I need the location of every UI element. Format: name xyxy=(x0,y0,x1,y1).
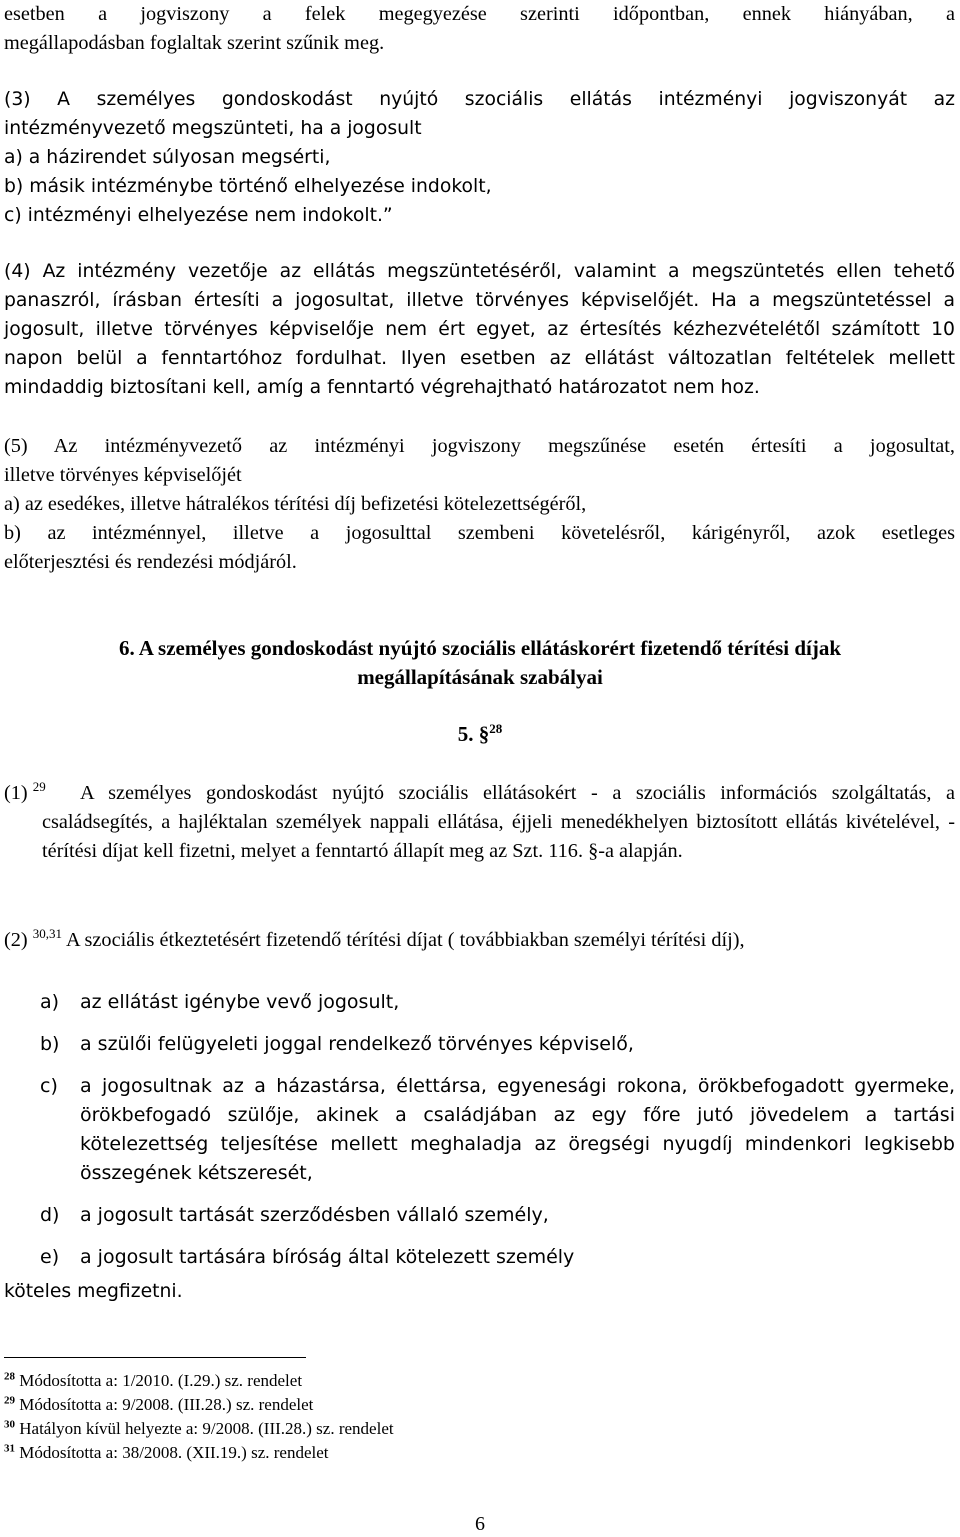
list-item-text: a jogosult tartására bíróság által kötelezett személy xyxy=(80,1246,575,1268)
footnote-number: 30 xyxy=(4,1418,15,1431)
list-item-text: az ellátást igénybe vevő jogosult, xyxy=(80,991,400,1013)
footnote xyxy=(4,1418,394,1440)
section-label: 5. § xyxy=(457,722,490,746)
list-item xyxy=(40,1072,955,1188)
subsection-2-number: (2) xyxy=(4,929,28,951)
subsection-1-label xyxy=(4,779,46,808)
subsection-2 xyxy=(4,926,955,955)
footnote-number: 31 xyxy=(4,1442,15,1455)
footnote xyxy=(4,1370,302,1392)
list-item xyxy=(40,988,955,1017)
subsection-2-footnote-ref-30: 30, xyxy=(32,926,49,942)
list-item-label: b) xyxy=(40,1033,60,1055)
paragraph-5-item-b: b) az intézménnyel, illetve a jogosulttal szembeni követelésről, kárigényről, azok esetleges xyxy=(4,522,955,544)
subsection-2-footnote-ref-31: 31 xyxy=(48,926,62,942)
page-number: 6 xyxy=(475,1513,485,1535)
list-item-text: a jogosult tartását szerződésben vállaló személy, xyxy=(80,1204,549,1226)
footnote-number: 28 xyxy=(4,1370,15,1383)
footnote-text: Módosította a: 9/2008. (III.28.) sz. rendelet xyxy=(19,1395,314,1414)
subsection-1-text: A személyes gondoskodást nyújtó szociális ellátásokért - a szociális információs szolgáltatás, a családsegítés, a hajléktalan személyek nappali ellátása, éjjeli menedékhelyen biztosított ellátás kivételével, - térítési díjat kell fizetni, melyet a fenntartó állapít meg az Szt. 116. §-a alapján. xyxy=(42,782,955,862)
list-item xyxy=(40,1243,955,1272)
paragraph-4: (4) Az intézmény vezetője az ellátás megszüntetéséről, valamint a megszüntetés ellen tehető panaszról, írásban értesíti a jogosultat, illetve törvényes képviselőjét. Ha a megszüntetéssel a jogosult, illetve törvényes képviselője nem ért egyet, az értesítés kézhezvételétől számított 10 napon belül a fenntartóhoz fordulhat. Ilyen esetben az ellátást változatlan feltételek mellett mindaddig biztosítani kell, amíg a fenntartó végrehajtható határozatot nem hoz. xyxy=(4,261,955,398)
list-item-text: a jogosultnak az a házastársa, élettársa, egyenesági rokona, örökbefogadott gyermeke, örökbefogadó szülője, akinek a családjában az egy főre jutó jövedelem a tartási kötelezettség teljesítése mellett meghaladja az öregségi nyugdíj mindenkori legkisebb összegének kétszeresét, xyxy=(80,1075,955,1184)
paragraph-3 xyxy=(4,85,955,230)
footnote-number: 29 xyxy=(4,1394,15,1407)
footnote xyxy=(4,1442,329,1464)
list-item-label: a) xyxy=(40,991,60,1013)
paragraph-3-line-2: intézményvezető megszünteti, ha a jogosult xyxy=(4,118,422,139)
chapter-heading-line-2: megállapításának szabályai xyxy=(357,665,603,689)
list-item xyxy=(40,1201,955,1230)
paragraph-3-item-c: c) intézményi elhelyezése nem indokolt.” xyxy=(4,205,393,226)
footnote-text: Hatályon kívül helyezte a: 9/2008. (III.28.) sz. rendelet xyxy=(19,1419,394,1438)
chapter-heading xyxy=(0,634,960,692)
paragraph-3-item-b: b) másik intézménybe történő elhelyezése indokolt, xyxy=(4,176,492,197)
chapter-heading-line-1: 6. A személyes gondoskodást nyújtó szociális ellátáskorért fizetendő térítési díjak xyxy=(118,636,842,660)
paragraph-5 xyxy=(4,432,955,577)
paragraph-3-line-1: (3) A személyes gondoskodást nyújtó szociális ellátás intézményi jogviszonyát az xyxy=(4,89,955,110)
list-item-text: a szülői felügyeleti joggal rendelkező törvényes képviselő, xyxy=(80,1033,634,1055)
list-item-label: e) xyxy=(40,1246,60,1268)
subsection-1-number: (1) xyxy=(4,782,28,804)
footnote-text: Módosította a: 1/2010. (I.29.) sz. rendelet xyxy=(19,1371,303,1390)
paragraph-5-line-2: illetve törvényes képviselőjét xyxy=(4,464,242,486)
paragraph-3-item-a: a) a házirendet súlyosan megsérti, xyxy=(4,147,331,168)
intro-line-2: megállapodásban foglaltak szerint szűnik meg. xyxy=(4,32,385,54)
paragraph-5-item-a: a) az esedékes, illetve hátralékos térítési díj befizetési kötelezettségéről, xyxy=(4,493,587,515)
subsection-2-text: A szociális étkeztetésért fizetendő térítési díjat ( továbbiakban személyi térítési díj), xyxy=(65,929,745,951)
intro-paragraph xyxy=(4,0,955,58)
list-item-label: c) xyxy=(40,1075,58,1097)
footnote xyxy=(4,1394,313,1416)
closing-text: köteles megfizetni. xyxy=(4,1281,183,1302)
section-number xyxy=(0,722,960,747)
list-item xyxy=(40,1030,955,1059)
footnote-text: Módosította a: 38/2008. (XII.19.) sz. rendelet xyxy=(19,1443,329,1462)
section-footnote-ref: 28 xyxy=(489,721,503,736)
intro-line-1: esetben a jogviszony a felek megegyezése szerinti időpontban, ennek hiányában, a xyxy=(4,3,955,25)
list-item-label: d) xyxy=(40,1204,60,1226)
paragraph-5-line-1: (5) Az intézményvezető az intézményi jogviszony megszűnése esetén értesíti a jogosultat, xyxy=(4,435,955,457)
paragraph-5-line-5: előterjesztési és rendezési módjáról. xyxy=(4,551,297,573)
footnote-divider xyxy=(4,1357,306,1358)
subsection-1-footnote-ref: 29 xyxy=(32,779,46,795)
subsection-1 xyxy=(4,779,955,866)
